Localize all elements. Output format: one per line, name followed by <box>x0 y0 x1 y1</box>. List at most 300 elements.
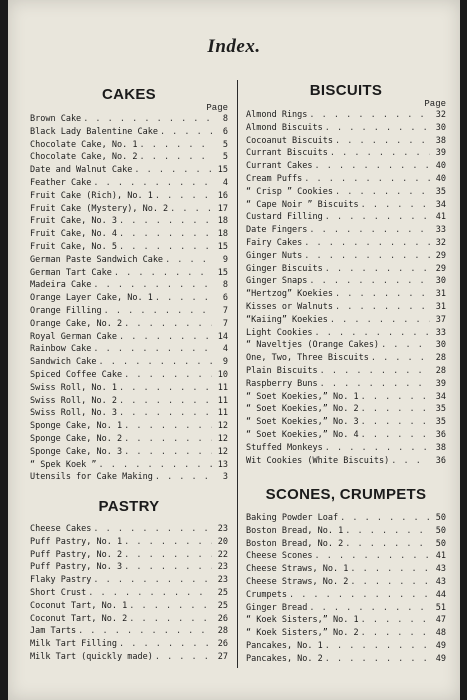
dot-leader <box>119 215 212 228</box>
dot-leader <box>78 625 212 638</box>
index-entry <box>30 471 228 484</box>
entry-name: Sandwich Cake <box>30 357 97 368</box>
entry-name: Swiss Roll, No. 3 <box>30 408 117 419</box>
index-entry <box>246 263 446 276</box>
entry-name: “ Soet Koekies,” No. 4 <box>246 429 359 440</box>
index-entry <box>30 267 228 280</box>
index-entry <box>246 135 446 148</box>
entry-name: Cheese Straws, No. 2 <box>246 576 349 587</box>
index-entry <box>246 237 446 250</box>
dot-leader <box>99 459 212 472</box>
entry-page-number: 4 <box>222 177 228 188</box>
entry-name: Black Lady Balentine Cake <box>30 126 158 137</box>
entry-page-number: 43 <box>435 564 446 575</box>
entry-name: “ Soet Koekies,” No. 2 <box>246 404 359 415</box>
dot-leader <box>155 292 212 305</box>
index-entry <box>246 602 446 615</box>
entry-name: Royal German Cake <box>30 331 117 342</box>
entry-page-number: 11 <box>217 382 228 393</box>
entry-name: Date Fingers <box>246 225 308 236</box>
index-entry <box>246 576 446 589</box>
index-entry <box>246 614 446 627</box>
dot-leader <box>325 653 430 666</box>
entry-name: Fairy Cakes <box>246 237 303 248</box>
index-entry <box>30 331 228 344</box>
entry-name: Ginger Nuts <box>246 250 303 261</box>
index-entry <box>30 305 228 318</box>
index-entry <box>30 164 228 177</box>
entry-page-number: 3 <box>222 472 228 483</box>
entry-name: Almond Biscuits <box>246 122 323 133</box>
index-entry <box>30 318 228 331</box>
index-entry <box>30 241 228 254</box>
entry-page-number: 29 <box>435 263 446 274</box>
entry-page-number: 20 <box>217 536 228 547</box>
entry-name: Kisses or Walnuts <box>246 301 333 312</box>
entry-name: Boston Bread, No. 1 <box>246 525 344 536</box>
dot-leader <box>315 550 430 563</box>
scones-heading: SCONES, CRUMPETS <box>265 486 427 503</box>
entry-page-number: 41 <box>435 212 446 223</box>
index-entry <box>30 574 228 587</box>
biscuits-heading: BISCUITS <box>309 82 383 99</box>
dot-leader <box>119 228 212 241</box>
dot-leader <box>170 203 212 216</box>
entry-page-number: 10 <box>217 369 228 380</box>
entry-page-number: 48 <box>435 628 446 639</box>
dot-leader <box>345 538 430 551</box>
dot-leader <box>124 561 212 574</box>
entry-page-number: 15 <box>217 241 228 252</box>
entry-name: Cream Puffs <box>246 173 303 184</box>
entry-name: Ginger Biscuits <box>246 263 323 274</box>
dot-leader <box>304 173 430 186</box>
entry-page-number: 30 <box>435 340 446 351</box>
entry-name: Coconut Tart, No. 1 <box>30 600 128 611</box>
dot-leader <box>124 549 212 562</box>
entry-name: Swiss Roll, No. 1 <box>30 382 117 393</box>
left-column <box>30 0 228 700</box>
dot-leader <box>93 279 212 292</box>
dot-leader <box>93 177 212 190</box>
index-entry <box>30 215 228 228</box>
dot-leader <box>104 305 212 318</box>
entry-page-number: 50 <box>435 525 446 536</box>
dot-leader <box>335 135 430 148</box>
index-entry <box>246 224 446 237</box>
book-page <box>8 0 460 700</box>
dot-leader <box>155 471 212 484</box>
dot-leader <box>93 523 212 536</box>
entry-page-number: 8 <box>222 280 228 291</box>
index-entry <box>246 301 446 314</box>
entry-page-number: 8 <box>222 114 228 124</box>
index-entry <box>30 407 228 420</box>
entry-page-number: 38 <box>435 135 446 146</box>
index-entry <box>30 254 228 267</box>
dot-leader <box>320 365 430 378</box>
entry-page-number: 7 <box>222 305 228 316</box>
dot-leader <box>345 525 430 538</box>
entry-name: “ Naveltjes (Orange Cakes) <box>246 340 380 351</box>
entry-page-number: 23 <box>217 562 228 573</box>
entry-page-number: 23 <box>217 575 228 586</box>
entry-page-number: 18 <box>217 229 228 240</box>
entry-name: Rainbow Cake <box>30 344 92 355</box>
entry-name: German Tart Cake <box>30 267 112 278</box>
dot-leader <box>361 403 430 416</box>
entry-name: Utensils for Cake Making <box>30 472 153 483</box>
cakes-page-label: Page <box>206 103 228 113</box>
entry-page-number: 30 <box>435 276 446 287</box>
entry-name: German Paste Sandwich Cake <box>30 254 164 265</box>
dot-leader <box>350 563 430 576</box>
entry-page-number: 6 <box>222 126 228 137</box>
index-entry <box>30 369 228 382</box>
entry-name: “ Crisp ” Cookies <box>246 186 333 197</box>
entry-page-number: 11 <box>217 408 228 419</box>
index-entry <box>246 314 446 327</box>
index-entry <box>246 525 446 538</box>
entry-page-number: 11 <box>217 395 228 406</box>
entry-name: “Kaiing” Koekies <box>246 314 328 325</box>
biscuits-page-label: Page <box>424 99 446 109</box>
entry-page-number: 28 <box>217 626 228 637</box>
index-entry <box>30 651 228 664</box>
dot-leader <box>315 327 430 340</box>
entry-page-number: 18 <box>217 216 228 227</box>
entry-page-number: 40 <box>435 173 446 184</box>
index-entry <box>30 190 228 203</box>
entry-page-number: 32 <box>435 110 446 120</box>
entry-name: Fruit Cake (Mystery), No. 2 <box>30 203 169 214</box>
entry-page-number: 12 <box>217 433 228 444</box>
index-entry <box>246 173 446 186</box>
index-entry <box>246 327 446 340</box>
index-entry <box>30 228 228 241</box>
entry-name: Custard Filling <box>246 212 323 223</box>
pastry-heading: PASTRY <box>98 498 160 515</box>
entry-page-number: 15 <box>217 165 228 176</box>
dot-leader <box>361 429 430 442</box>
entry-page-number: 37 <box>435 314 446 325</box>
index-entry <box>246 199 446 212</box>
dot-leader <box>93 574 212 587</box>
entry-name: Pancakes, No. 1 <box>246 640 323 651</box>
index-entry <box>30 177 228 190</box>
entry-name: Short Crust <box>30 587 87 598</box>
index-entry <box>246 442 446 455</box>
entry-name: One, Two, Three Biscuits <box>246 353 369 364</box>
entry-name: Crumpets <box>246 589 287 600</box>
entry-name: Sponge Cake, No. 1 <box>30 421 123 432</box>
entry-page-number: 12 <box>217 446 228 457</box>
dot-leader <box>361 391 430 404</box>
entry-name: Almond Rings <box>246 110 308 120</box>
entry-name: Orange Cake, No. 2 <box>30 318 123 329</box>
dot-leader <box>325 263 430 276</box>
dot-leader <box>350 576 430 589</box>
entry-page-number: 23 <box>217 524 228 534</box>
entry-name: Ginger Snaps <box>246 276 308 287</box>
right-column <box>246 0 446 700</box>
entry-page-number: 27 <box>217 651 228 662</box>
dot-leader <box>371 352 430 365</box>
entry-name: “ Koek Sisters,” No. 2 <box>246 628 359 639</box>
entry-page-number: 36 <box>435 429 446 440</box>
entry-name: “ Soet Koekies,” No. 3 <box>246 417 359 428</box>
entry-name: Coconut Tart, No. 2 <box>30 613 128 624</box>
entry-name: “ Koek Sisters,” No. 1 <box>246 615 359 626</box>
index-entry <box>246 640 446 653</box>
entry-page-number: 50 <box>435 538 446 549</box>
entry-name: Date and Walnut Cake <box>30 165 133 176</box>
entry-page-number: 49 <box>435 640 446 651</box>
index-entry <box>246 186 446 199</box>
entry-name: “ Spek Koek ” <box>30 459 97 470</box>
index-entry <box>246 147 446 160</box>
entry-page-number: 44 <box>435 589 446 600</box>
entry-name: Flaky Pastry <box>30 575 92 586</box>
dot-leader <box>124 369 212 382</box>
entry-name: Cheese Cakes <box>30 524 92 534</box>
entry-page-number: 13 <box>217 459 228 470</box>
pastry-section <box>30 498 228 664</box>
index-entry <box>246 563 446 576</box>
entry-name: Wit Cookies (White Biscuits) <box>246 455 390 466</box>
entry-name: Stuffed Monkeys <box>246 442 323 453</box>
entry-page-number: 43 <box>435 576 446 587</box>
cakes-section <box>30 86 228 484</box>
entry-name: Puff Pastry, No. 2 <box>30 549 123 560</box>
index-entry <box>30 600 228 613</box>
entry-name: Currant Cakes <box>246 161 313 172</box>
index-entry <box>30 561 228 574</box>
dot-leader <box>129 600 212 613</box>
dot-leader <box>330 314 430 327</box>
entry-name: Fruit Cake, No. 3 <box>30 216 117 227</box>
entry-page-number: 39 <box>435 148 446 159</box>
dot-leader <box>139 151 212 164</box>
dot-leader <box>309 224 430 237</box>
entry-page-number: 34 <box>435 199 446 210</box>
index-entry <box>30 536 228 549</box>
dot-leader <box>340 512 430 525</box>
index-entry <box>246 250 446 263</box>
entry-name: Boston Bread, No. 2 <box>246 538 344 549</box>
entry-name: Plain Biscuits <box>246 365 318 376</box>
entry-page-number: 35 <box>435 417 446 428</box>
dot-leader <box>330 147 430 160</box>
entry-name: Swiss Roll, No. 2 <box>30 395 117 406</box>
index-entry <box>30 139 228 152</box>
dot-leader <box>361 614 430 627</box>
entry-name: Sponge Cake, No. 2 <box>30 433 123 444</box>
entry-name: Orange Filling <box>30 305 102 316</box>
index-entry <box>30 638 228 651</box>
dot-leader <box>325 640 430 653</box>
scones-section <box>246 486 446 666</box>
entry-page-number: 9 <box>222 357 228 368</box>
index-entry <box>246 352 446 365</box>
dot-leader <box>325 442 430 455</box>
dot-leader <box>93 343 212 356</box>
entry-page-number: 29 <box>435 250 446 261</box>
entry-page-number: 49 <box>435 653 446 664</box>
index-entry <box>30 395 228 408</box>
index-entry <box>30 625 228 638</box>
entry-name: Currant Biscuits <box>246 148 328 159</box>
entry-name: Cocoanut Biscuits <box>246 135 333 146</box>
entry-page-number: 50 <box>435 513 446 523</box>
dot-leader <box>119 395 212 408</box>
dot-leader <box>160 126 212 139</box>
dot-leader <box>124 318 212 331</box>
dot-leader <box>119 382 212 395</box>
entry-name: Raspberry Buns <box>246 378 318 389</box>
pastry-list <box>30 523 228 664</box>
entry-page-number: 33 <box>435 327 446 338</box>
entry-name: Chocolate Cake, No. 1 <box>30 139 138 150</box>
entry-page-number: 16 <box>217 190 228 201</box>
index-entry <box>246 429 446 442</box>
index-entry <box>246 109 446 122</box>
entry-name: Brown Cake <box>30 114 82 124</box>
index-entry <box>246 455 446 468</box>
dot-leader <box>119 331 212 344</box>
entry-page-number: 12 <box>217 421 228 432</box>
index-entry <box>30 433 228 446</box>
index-entry <box>30 343 228 356</box>
entry-page-number: 9 <box>222 254 228 265</box>
entry-name: Pancakes, No. 2 <box>246 653 323 664</box>
index-entry <box>246 391 446 404</box>
index-entry <box>30 420 228 433</box>
index-entry <box>246 589 446 602</box>
index-entry <box>30 113 228 126</box>
dot-leader <box>289 589 430 602</box>
entry-page-number: 30 <box>435 122 446 133</box>
index-entry <box>30 292 228 305</box>
entry-name: Madeira Cake <box>30 280 92 291</box>
index-entry <box>30 151 228 164</box>
entry-page-number: 15 <box>217 267 228 278</box>
index-entry <box>246 211 446 224</box>
index-entry <box>246 550 446 563</box>
index-entry <box>30 587 228 600</box>
entry-page-number: 36 <box>435 455 446 466</box>
dot-leader <box>165 254 212 267</box>
page-title: Index. <box>207 36 261 57</box>
dot-leader <box>309 602 430 615</box>
entry-name: “ Cape Noir ” Biscuits <box>246 199 359 210</box>
dot-leader <box>139 139 212 152</box>
entry-name: Milk Tart Filling <box>30 639 117 650</box>
dot-leader <box>391 455 430 468</box>
index-entry <box>246 653 446 666</box>
dot-leader <box>99 356 212 369</box>
dot-leader <box>361 627 430 640</box>
cakes-list <box>30 113 228 484</box>
dot-leader <box>88 587 212 600</box>
entry-page-number: 5 <box>222 152 228 163</box>
entry-page-number: 33 <box>435 225 446 236</box>
dot-leader <box>335 301 430 314</box>
entry-name: Ginger Bread <box>246 602 308 613</box>
index-entry <box>30 203 228 216</box>
dot-leader <box>335 186 430 199</box>
entry-page-number: 35 <box>435 404 446 415</box>
entry-page-number: 4 <box>222 344 228 355</box>
entry-name: Feather Cake <box>30 177 92 188</box>
dot-leader <box>119 638 212 651</box>
biscuits-section <box>246 82 446 467</box>
entry-page-number: 31 <box>435 301 446 312</box>
entry-page-number: 14 <box>217 331 228 342</box>
entry-page-number: 28 <box>435 365 446 376</box>
dot-leader <box>124 446 212 459</box>
index-entry <box>246 627 446 640</box>
entry-page-number: 17 <box>217 203 228 214</box>
entry-name: Sponge Cake, No. 3 <box>30 446 123 457</box>
entry-page-number: 6 <box>222 293 228 304</box>
dot-leader <box>304 250 430 263</box>
entry-page-number: 41 <box>435 551 446 562</box>
entry-name: “Hertzog” Koekies <box>246 289 333 300</box>
dot-leader <box>155 651 212 664</box>
entry-name: Puff Pastry, No. 1 <box>30 536 123 547</box>
dot-leader <box>309 109 430 122</box>
entry-name: Milk Tart (quickly made) <box>30 651 153 662</box>
index-entry <box>246 378 446 391</box>
entry-page-number: 25 <box>217 600 228 611</box>
index-entry <box>246 122 446 135</box>
dot-leader <box>83 113 212 126</box>
entry-name: Orange Layer Cake, No. 1 <box>30 293 153 304</box>
dot-leader <box>315 160 430 173</box>
index-entry <box>30 382 228 395</box>
index-entry <box>30 126 228 139</box>
biscuits-list <box>246 109 446 467</box>
dot-leader <box>114 267 212 280</box>
dot-leader <box>361 416 430 429</box>
index-entry <box>246 512 446 525</box>
index-entry <box>30 356 228 369</box>
dot-leader <box>309 275 430 288</box>
entry-page-number: 35 <box>435 186 446 197</box>
entry-page-number: 32 <box>435 237 446 248</box>
index-entry <box>246 339 446 352</box>
entry-page-number: 5 <box>222 139 228 150</box>
entry-name: Cheese Straws, No. 1 <box>246 564 349 575</box>
index-entry <box>246 403 446 416</box>
entry-name: Spiced Coffee Cake <box>30 369 123 380</box>
entry-name: Fruit Cake, No. 5 <box>30 241 117 252</box>
index-entry <box>30 523 228 536</box>
dot-leader <box>119 241 212 254</box>
entry-page-number: 31 <box>435 289 446 300</box>
entry-page-number: 25 <box>217 587 228 598</box>
dot-leader <box>381 339 430 352</box>
index-entry <box>246 365 446 378</box>
entry-page-number: 38 <box>435 442 446 453</box>
entry-name: Light Cookies <box>246 327 313 338</box>
dot-leader <box>325 211 430 224</box>
dot-leader <box>361 199 430 212</box>
dot-leader <box>124 433 212 446</box>
dot-leader <box>155 190 212 203</box>
entry-name: “ Soet Koekies,” No. 1 <box>246 391 359 402</box>
